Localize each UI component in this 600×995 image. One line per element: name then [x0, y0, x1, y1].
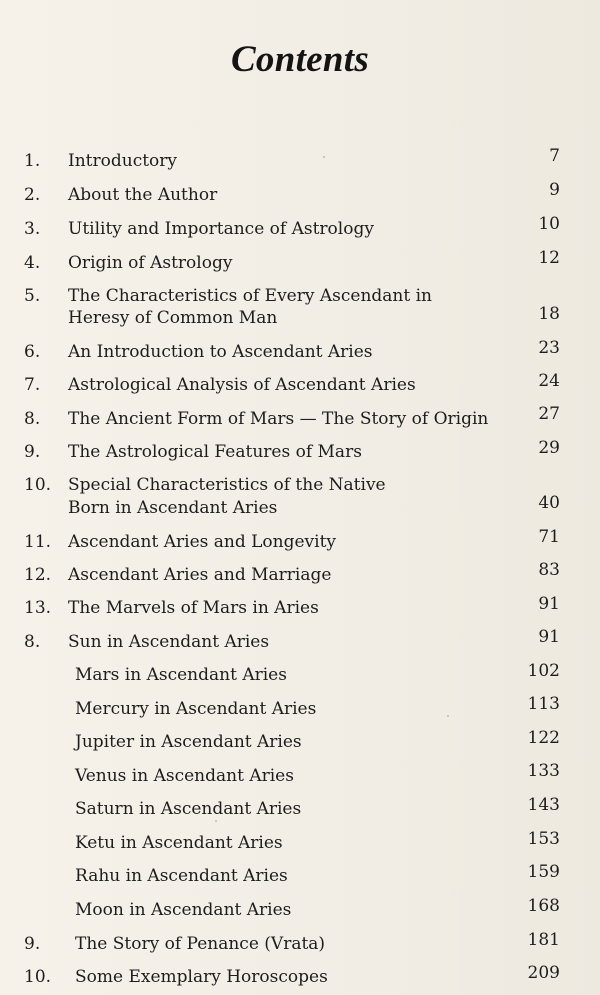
toc-entry-title-line: Utility and Importance of Astrology	[68, 219, 374, 239]
toc-entry-page-number: 168	[527, 896, 560, 916]
toc-entry-number: 7.	[24, 375, 41, 395]
toc-entry-title-line: The Story of Penance (Vrata)	[75, 934, 326, 954]
toc-entry-title	[68, 597, 508, 619]
toc-entry-number: 10.	[24, 475, 52, 495]
toc-entry-title	[68, 531, 508, 553]
toc-entry-number: 4.	[24, 253, 41, 273]
toc-entry-page-number: 29	[538, 438, 560, 458]
toc-entry-page-number: 24	[538, 371, 560, 391]
toc-entry-title-line: An Introduction to Ascendant Aries	[68, 342, 373, 362]
toc-entry-title-line: Venus in Ascendant Aries	[75, 766, 294, 786]
toc-entry-title-line: Mars in Ascendant Aries	[75, 665, 287, 685]
toc-entry-title-line: Moon in Ascendant Aries	[75, 900, 292, 920]
toc-entry-title	[75, 832, 515, 854]
toc-entry-number: 12.	[24, 565, 52, 585]
toc-entry-page-number: 91	[538, 594, 560, 614]
toc-entry-page-number: 10	[538, 214, 560, 234]
toc-entry-title	[75, 899, 515, 921]
toc-entry-title	[68, 631, 508, 653]
toc-entry-title-line: Origin of Astrology	[68, 253, 233, 273]
toc-entry-title	[75, 765, 515, 787]
toc-entry-title	[68, 341, 508, 363]
toc-entry-title-line: The Characteristics of Every Ascendant in	[68, 286, 432, 306]
toc-entry-number: 1.	[24, 151, 41, 171]
toc-entry-title-line: Ascendant Aries and Marriage	[68, 565, 332, 585]
toc-entry-title-line: Saturn in Ascendant Aries	[75, 799, 302, 819]
toc-entry-title	[68, 218, 508, 240]
page-title: Contents	[230, 39, 370, 80]
toc-entry-title-line: Rahu in Ascendant Aries	[75, 866, 288, 886]
toc-entry-title	[75, 966, 515, 988]
toc-entry-page-number: 209	[527, 963, 560, 983]
toc-entry-title	[68, 474, 508, 519]
toc-entry-page-number: 12	[538, 248, 560, 268]
toc-entry-page-number: 27	[538, 404, 560, 424]
toc-entry-page-number: 18	[538, 304, 560, 324]
toc-entry-page-number: 153	[527, 829, 560, 849]
toc-entry-number: 10.	[24, 967, 52, 987]
toc-entry-title	[75, 933, 515, 955]
toc-entry-page-number: 102	[527, 661, 560, 681]
toc-entry-title-line: Jupiter in Ascendant Aries	[75, 732, 302, 752]
toc-entry-title-line: Introductory	[68, 151, 178, 171]
toc-entry-page-number: 7	[549, 146, 560, 166]
toc-entry-number: 5.	[24, 286, 41, 306]
toc-entry-title-line: The Ancient Form of Mars — The Story of Origin	[68, 409, 489, 429]
toc-entry-title-line: The Marvels of Mars in Aries	[68, 598, 319, 618]
paper-speck	[447, 715, 449, 717]
toc-entry-title-line: Born in Ascendant Aries	[68, 498, 278, 518]
toc-entry-page-number: 159	[527, 862, 560, 882]
toc-entry-page-number: 143	[527, 795, 560, 815]
toc-entry-number: 2.	[24, 185, 41, 205]
toc-entry-title-line: About the Author	[68, 185, 218, 205]
toc-entry-title	[75, 865, 515, 887]
toc-entry-number: 9.	[24, 442, 41, 462]
toc-entry-title-line: Mercury in Ascendant Aries	[75, 699, 317, 719]
toc-entry-page-number: 71	[538, 527, 560, 547]
toc-entry-title	[68, 285, 508, 329]
toc-entry-number: 11.	[24, 532, 52, 552]
toc-entry-number: 3.	[24, 219, 41, 239]
toc-entry-title	[68, 374, 508, 396]
toc-entry-page-number: 9	[549, 180, 560, 200]
toc-entry-title	[75, 798, 515, 820]
toc-entry-number: 6.	[24, 342, 41, 362]
toc-entry-number: 8.	[24, 632, 41, 652]
toc-entry-title	[75, 731, 515, 753]
toc-entry-page-number: 122	[527, 728, 560, 748]
toc-entry-title-line: Sun in Ascendant Aries	[68, 632, 270, 652]
paper-speck	[215, 820, 217, 822]
toc-entry-page-number: 23	[538, 338, 560, 358]
toc-entry-title-line: The Astrological Features of Mars	[68, 442, 362, 462]
toc-entry-title-line: Ketu in Ascendant Aries	[75, 833, 283, 853]
toc-entry-page-number: 83	[538, 560, 560, 580]
toc-entry-page-number: 113	[527, 694, 560, 714]
toc-entry-page-number: 91	[538, 627, 560, 647]
toc-entry-page-number: 133	[527, 761, 560, 781]
toc-entry-number: 9.	[24, 934, 41, 954]
toc-entry-title	[75, 664, 515, 686]
paper-speck	[323, 156, 325, 158]
toc-entry-title	[68, 408, 508, 430]
toc-entry-title-line: Astrological Analysis of Ascendant Aries	[68, 375, 416, 395]
toc-entry-title	[68, 252, 508, 274]
toc-entry-title	[75, 698, 515, 720]
toc-entry-title-line: Heresy of Common Man	[68, 308, 278, 328]
toc-entry-page-number: 181	[527, 930, 560, 950]
toc-entry-page-number: 40	[538, 493, 560, 513]
toc-entry-title	[68, 150, 508, 172]
toc-entry-number: 8.	[24, 409, 41, 429]
toc-entry-title	[68, 564, 508, 586]
toc-entry-title-line: Some Exemplary Horoscopes	[75, 967, 328, 987]
toc-entry-number: 13.	[24, 598, 52, 618]
toc-entry-title-line: Special Characteristics of the Native	[68, 475, 386, 495]
toc-entry-title	[68, 184, 508, 206]
toc-entry-title	[68, 441, 508, 463]
toc-entry-title-line: Ascendant Aries and Longevity	[68, 532, 337, 552]
